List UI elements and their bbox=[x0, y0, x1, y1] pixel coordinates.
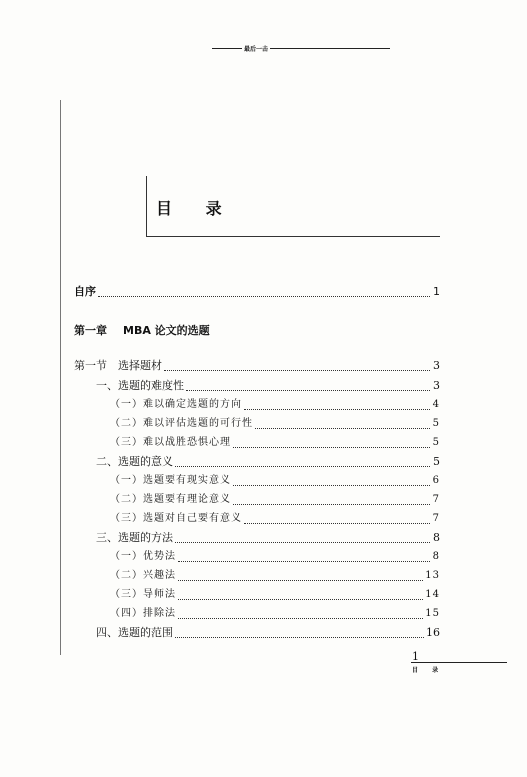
toc-entry-page: 3 bbox=[433, 379, 440, 392]
toc-entry[interactable] bbox=[110, 417, 440, 431]
toc-entry[interactable] bbox=[110, 512, 440, 526]
toc-entry-label: 二、选题的意义 bbox=[96, 455, 173, 468]
toc-entry-label: （四）排除法 bbox=[110, 608, 176, 619]
toc-entry-label: （一）难以确定选题的方向 bbox=[110, 399, 242, 410]
left-margin-rule bbox=[60, 100, 61, 655]
dot-leader bbox=[98, 287, 430, 297]
dot-leader bbox=[244, 514, 430, 524]
toc-entry[interactable] bbox=[110, 588, 440, 602]
toc-entry-label: 自序 bbox=[74, 285, 96, 298]
toc-entry-label: 三、选题的方法 bbox=[96, 531, 173, 544]
toc-entry-label: 第一节 选择题材 bbox=[74, 359, 162, 372]
toc-entry-label: 四、选题的范围 bbox=[96, 626, 173, 639]
toc-entry[interactable] bbox=[110, 569, 440, 583]
dot-leader bbox=[178, 609, 423, 619]
toc-entry[interactable] bbox=[110, 474, 440, 488]
toc-entry-label: （一）优势法 bbox=[110, 551, 176, 562]
title-underline bbox=[146, 236, 440, 237]
toc-entry-label: （二）选题要有理论意义 bbox=[110, 494, 231, 505]
toc-entry-page: 8 bbox=[433, 531, 440, 544]
toc-entry-label: （二）兴趣法 bbox=[110, 570, 176, 581]
dot-leader bbox=[244, 400, 430, 410]
toc-entry-page: 4 bbox=[432, 399, 440, 410]
toc-entry-page: 7 bbox=[432, 494, 440, 505]
toc-entry[interactable] bbox=[110, 436, 440, 450]
toc-entry-section[interactable] bbox=[74, 359, 440, 373]
toc-entry-label: 一、选题的难度性 bbox=[96, 379, 184, 392]
dot-leader bbox=[186, 381, 430, 391]
dot-leader bbox=[178, 571, 423, 581]
dot-leader bbox=[255, 419, 430, 429]
toc-entry[interactable] bbox=[96, 379, 440, 393]
dot-leader bbox=[178, 552, 430, 562]
dot-leader bbox=[233, 495, 430, 505]
dot-leader bbox=[175, 628, 424, 638]
chapter-number: 第一章 bbox=[74, 324, 107, 337]
dot-leader bbox=[178, 590, 423, 600]
toc-entry-page: 6 bbox=[432, 475, 440, 486]
toc-entry[interactable] bbox=[110, 550, 440, 564]
toc-entry[interactable] bbox=[110, 398, 440, 412]
toc-entry-page: 13 bbox=[425, 570, 440, 581]
toc-entry-page: 8 bbox=[432, 551, 440, 562]
toc-entry[interactable] bbox=[110, 493, 440, 507]
toc-entry-page: 5 bbox=[432, 418, 440, 429]
toc-entry[interactable] bbox=[96, 455, 440, 469]
toc-entry-label: （一）选题要有现实意义 bbox=[110, 475, 231, 486]
toc-entry-label: （三）导师法 bbox=[110, 589, 176, 600]
toc-entry-page: 1 bbox=[433, 285, 440, 298]
toc-entry[interactable] bbox=[96, 626, 440, 640]
dot-leader bbox=[175, 533, 430, 543]
toc-entry-page: 5 bbox=[433, 455, 440, 468]
toc-entry-page: 14 bbox=[425, 589, 440, 600]
footer-page-number: 1 bbox=[412, 650, 419, 663]
toc-entry-label: （三）难以战胜恐惧心理 bbox=[110, 437, 231, 448]
toc-entry-page: 5 bbox=[432, 437, 440, 448]
running-head bbox=[212, 38, 390, 53]
toc-entry-page: 3 bbox=[433, 359, 440, 372]
footer-rule bbox=[411, 662, 507, 663]
dot-leader bbox=[233, 438, 430, 448]
toc-title: 目 录 bbox=[156, 199, 236, 218]
toc-entry[interactable] bbox=[110, 607, 440, 621]
running-head-text: 最后一击 bbox=[244, 46, 269, 53]
toc-entry-label: （三）选题对自己要有意义 bbox=[110, 513, 242, 524]
toc-entry-page: 16 bbox=[426, 626, 440, 639]
dot-leader bbox=[233, 476, 430, 486]
toc-entry-label: （二）难以评估选题的可行性 bbox=[110, 418, 253, 429]
toc-entry[interactable] bbox=[96, 531, 440, 545]
chapter-title: MBA 论文的选题 bbox=[123, 324, 210, 337]
toc-entry-page: 15 bbox=[425, 608, 440, 619]
title-box-left-rule bbox=[146, 176, 147, 236]
chapter-heading bbox=[74, 322, 210, 338]
footer-label: 目 录 bbox=[412, 667, 445, 674]
toc-entry-preface[interactable] bbox=[74, 285, 440, 299]
dot-leader bbox=[164, 361, 430, 371]
toc-entry-page: 7 bbox=[432, 513, 440, 524]
dot-leader bbox=[175, 457, 430, 467]
